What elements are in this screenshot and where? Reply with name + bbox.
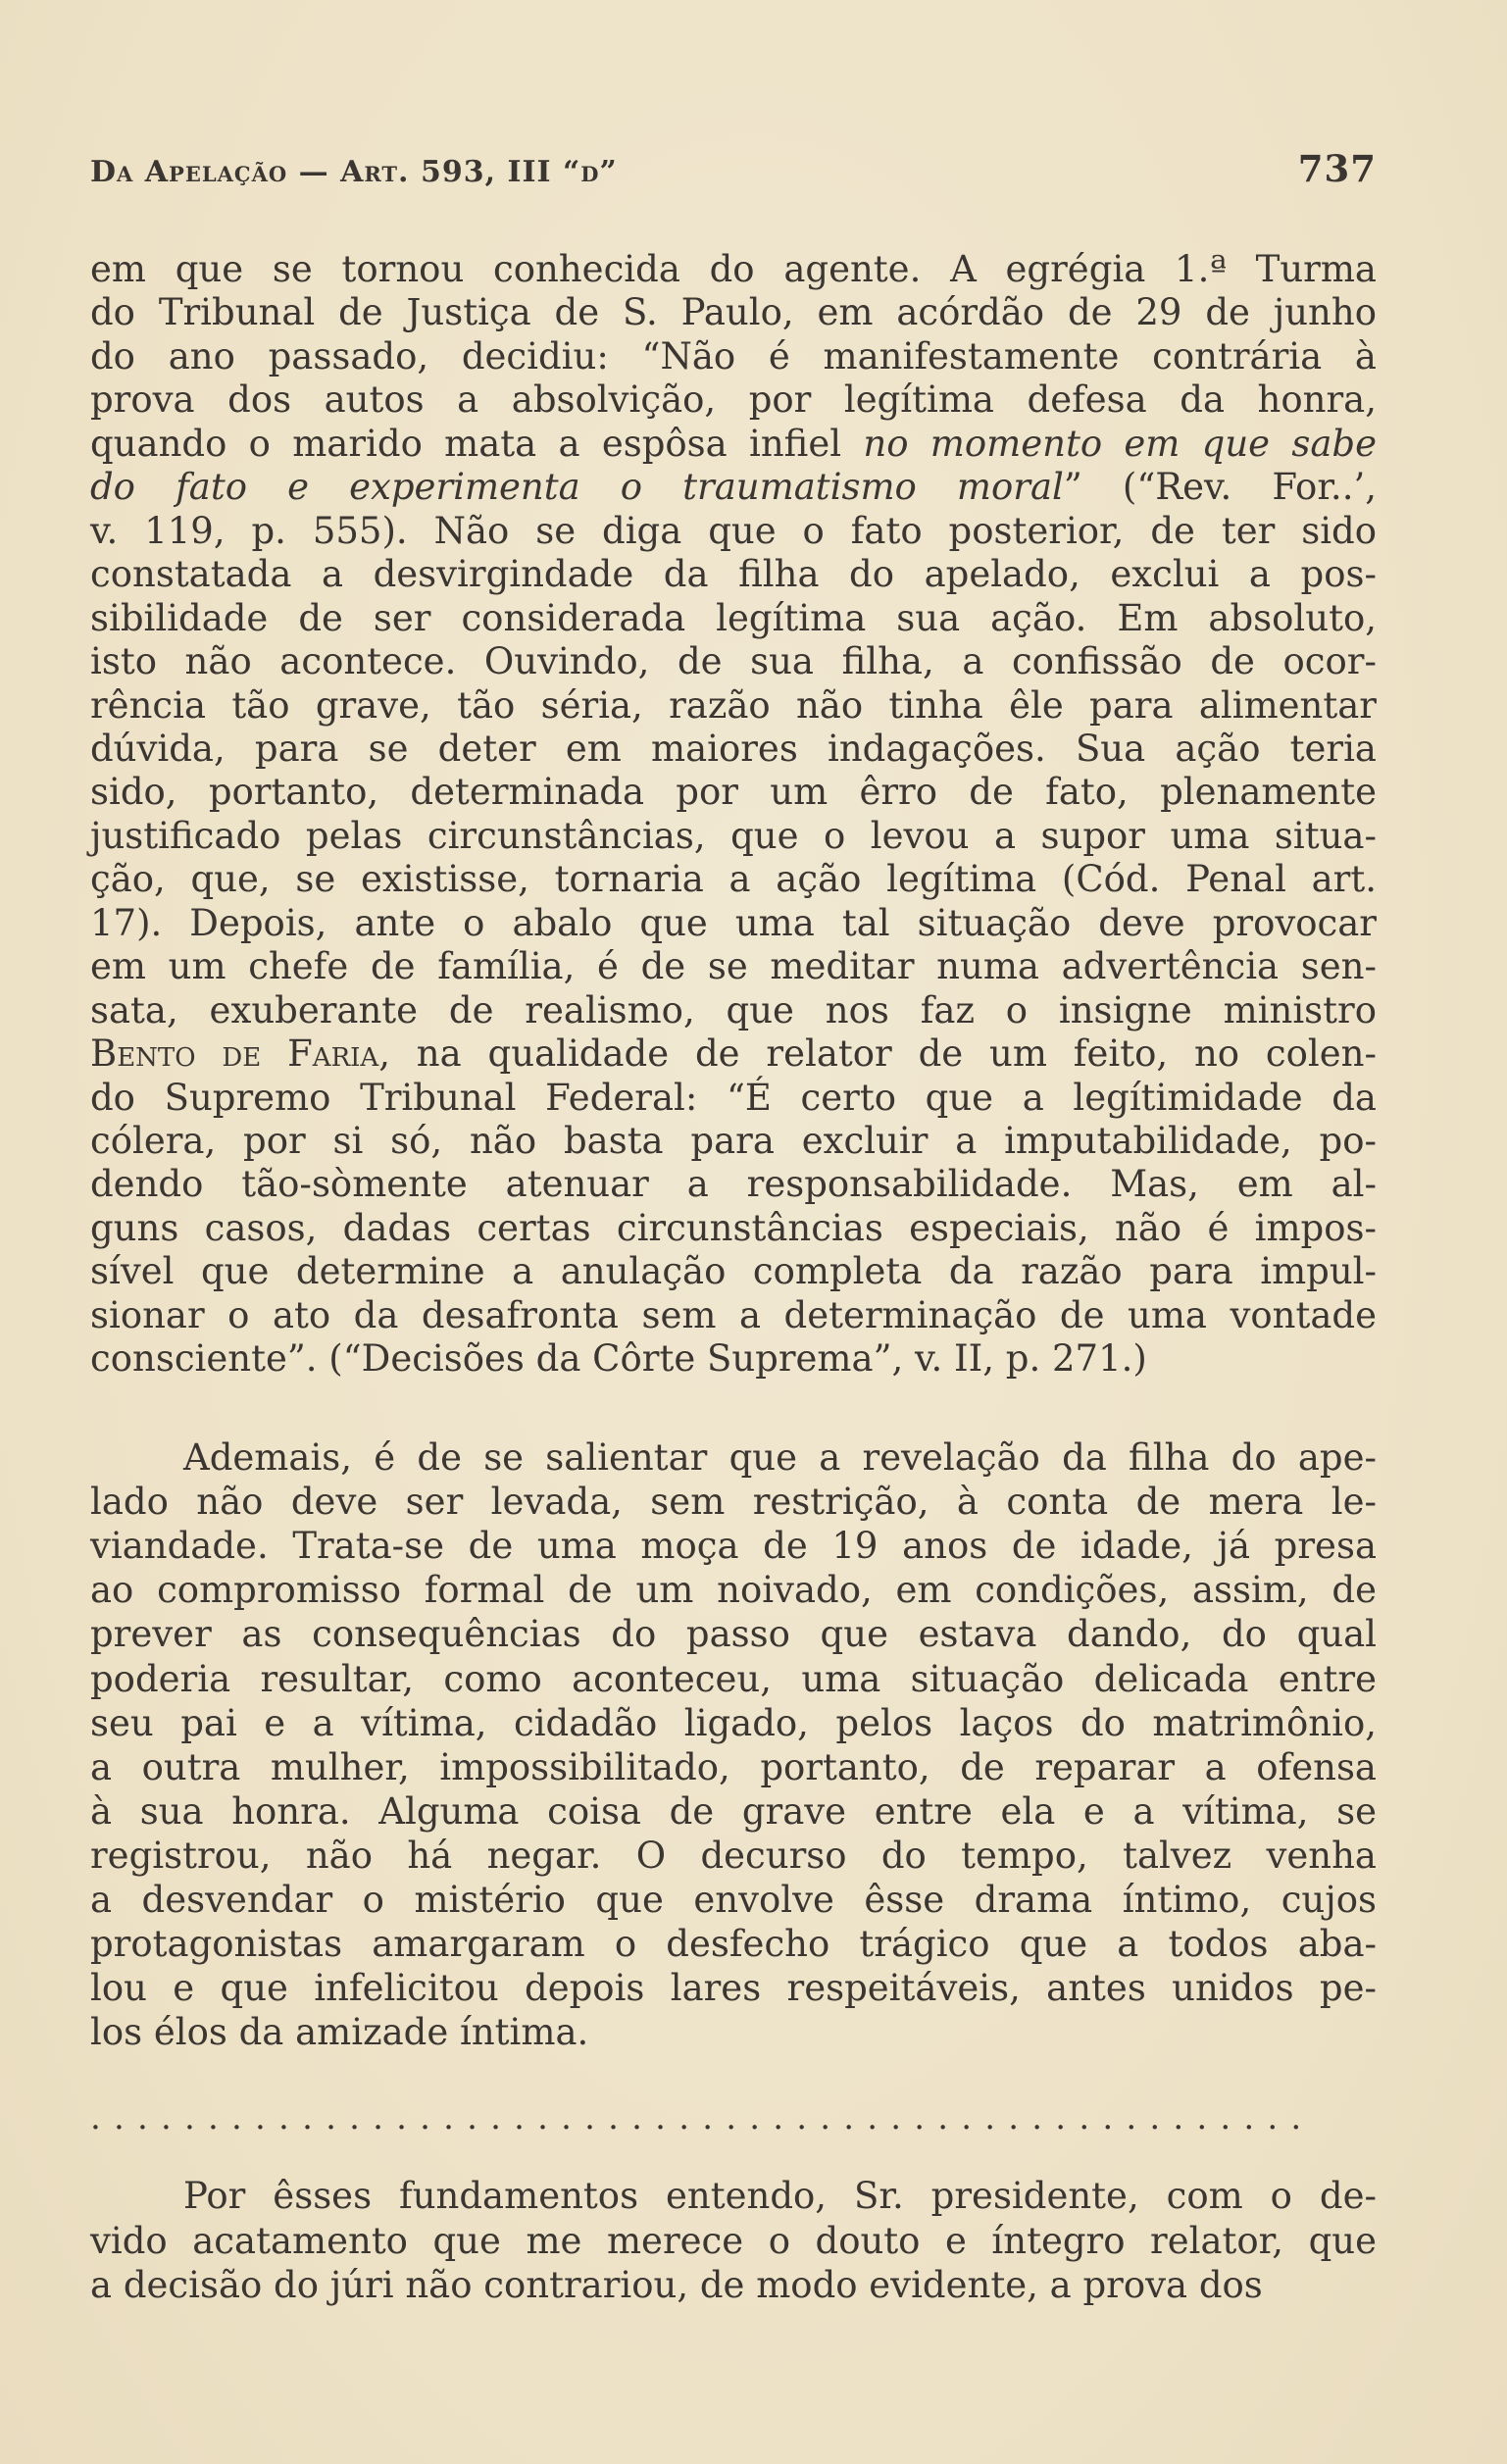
text-line: sionar o ato da desafronta sem a determinação de uma vontade <box>90 1293 1377 1336</box>
text-line: lou e que infelicitou depois lares respeitáveis, antes unidos pe- <box>90 1967 1377 2010</box>
person-name: Bento de Faria <box>90 1032 379 1076</box>
text-line: Por êsses fundamentos entendo, Sr. presidente, com o de- <box>183 2175 1377 2217</box>
text-line: Bento de Faria, na qualidade de relator de um feito, no colen- <box>90 1032 1377 1076</box>
text-line: sata, exuberante de realismo, que nos faz o insigne ministro <box>90 988 1377 1031</box>
text-line: viandade. Trata-se de uma moça de 19 anos de idade, já presa <box>90 1525 1377 1568</box>
text-line: cólera, por si só, não basta para excluir a imputabilidade, po- <box>90 1120 1377 1162</box>
text-line: a outra mulher, impossibilitado, portanto, de reparar a ofensa <box>90 1745 1377 1788</box>
text-line: protagonistas amargaram o desfecho trágico que a todos aba- <box>90 1923 1377 1966</box>
text-line: isto não acontece. Ouvindo, de sua filha, a confissão de ocor- <box>90 640 1377 683</box>
text-line: registrou, não há negar. O decurso do tempo, talvez venha <box>90 1834 1377 1877</box>
text-line: justificado pelas circunstâncias, que o levou a supor uma situa- <box>90 814 1377 857</box>
text-line: à sua honra. Alguma coisa de grave entre ela e a vítima, se <box>90 1789 1377 1833</box>
text-line: do ano passado, decidiu: “Não é manifestamente contrária à <box>90 334 1377 377</box>
text-line: quando o marido mata a espôsa infiel no momento em que sabe <box>90 422 1377 465</box>
text-line: seu pai e a vítima, cidadão ligado, pelos laços do matrimônio, <box>90 1701 1377 1744</box>
text-line: do fato e experimenta o traumatismo moral” (“Rev. For..’, <box>90 466 1377 509</box>
italic-quote: do fato e experimenta o traumatismo moral <box>90 466 1064 509</box>
text-line: rência tão grave, tão séria, razão não tinha êle para alimentar <box>90 683 1377 727</box>
text-line: sível que determine a anulação completa da razão para impul- <box>90 1250 1377 1293</box>
text-line: consciente”. (“Decisões da Côrte Suprema”, v. II, p. 271.) <box>90 1337 1147 1381</box>
text-line: los élos da amizade íntima. <box>90 2011 589 2054</box>
text-line: em que se tornou conhecida do agente. A egrégia 1.ª Turma <box>90 248 1377 290</box>
text-line: ao compromisso formal de um noivado, em condições, assim, de <box>90 1569 1377 1612</box>
page-number: 737 <box>1297 147 1377 190</box>
text-line: a desvendar o mistério que envolve êsse drama íntimo, cujos <box>90 1879 1377 1921</box>
text-line: do Supremo Tribunal Federal: “É certo que a legítimidade da <box>90 1076 1377 1119</box>
text-line: poderia resultar, como aconteceu, uma situação delicada entre <box>90 1657 1377 1700</box>
running-title: Da Apelação — Art. 593, III “d” <box>90 155 618 189</box>
text-line: lado não deve ser levada, sem restrição, à conta de mera le- <box>90 1481 1377 1524</box>
ellipsis-separator: .................................................... <box>90 2098 1315 2137</box>
text-line: dúvida, para se deter em maiores indagações. Sua ação teria <box>90 727 1377 770</box>
text-line: a decisão do júri não contrariou, de modo evidente, a prova dos <box>90 2264 1263 2306</box>
text-line: 17). Depois, ante o abalo que uma tal situação deve provocar <box>90 901 1377 944</box>
text-line: guns casos, dadas certas circunstâncias especiais, não é impos- <box>90 1206 1377 1249</box>
text-line: em um chefe de família, é de se meditar numa advertência sen- <box>90 945 1377 988</box>
text-line: do Tribunal de Justiça de S. Paulo, em acórdão de 29 de junho <box>90 291 1377 334</box>
text-line: Ademais, é de se salientar que a revelação da filha do ape- <box>183 1436 1377 1479</box>
text-line: prever as consequências do passo que estava dando, do qual <box>90 1613 1377 1656</box>
text-line: dendo tão-sòmente atenuar a responsabilidade. Mas, em al- <box>90 1163 1377 1206</box>
text-line: constatada a desvirgindade da filha do apelado, exclui a pos- <box>90 553 1377 596</box>
running-head <box>90 147 1377 190</box>
text-line: v. 119, p. 555). Não se diga que o fato posterior, de ter sido <box>90 509 1377 552</box>
text-line: prova dos autos a absolvição, por legítima defesa da honra, <box>90 378 1377 422</box>
text-line: sibilidade de ser considerada legítima sua ação. Em absoluto, <box>90 596 1377 639</box>
text-line: sido, portanto, determinada por um êrro de fato, plenamente <box>90 771 1377 814</box>
italic-quote: no momento em que sabe <box>863 422 1377 465</box>
text-line: vido acatamento que me merece o douto e íntegro relator, que <box>90 2219 1377 2262</box>
text-line: ção, que, se existisse, tornaria a ação legítima (Cód. Penal art. <box>90 858 1377 901</box>
